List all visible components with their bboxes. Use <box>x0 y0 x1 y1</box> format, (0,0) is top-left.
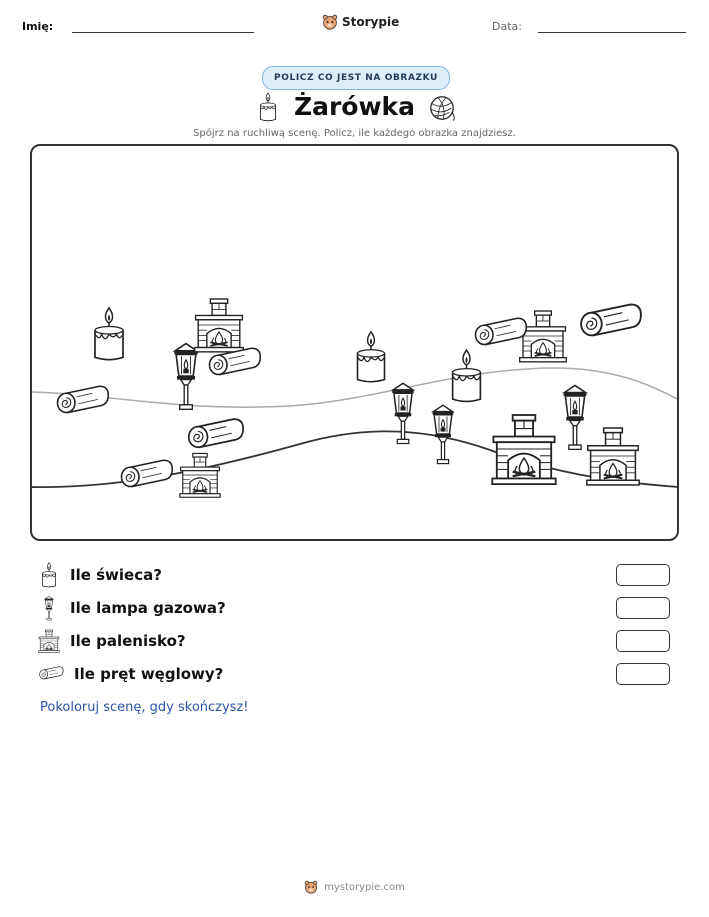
question-label: Ile palenisko? <box>70 632 186 650</box>
name-label: Imię: <box>22 20 54 33</box>
scene-candle <box>95 308 123 360</box>
scene-fireplace <box>520 311 567 362</box>
scene-gas-lamp <box>433 405 454 463</box>
mascot-icon <box>304 880 318 894</box>
scene-fireplace <box>587 428 639 485</box>
brand-logo <box>322 14 399 30</box>
scene-log <box>122 460 173 486</box>
log-icon <box>38 664 64 684</box>
yarn-ball-icon <box>428 94 456 122</box>
scene-fireplace <box>180 453 220 497</box>
scene-log <box>476 318 527 344</box>
page-title: Żarówka <box>293 92 416 121</box>
scene-gas-lamp <box>564 386 587 450</box>
gas-lamp-icon <box>38 595 60 621</box>
answer-box-candle[interactable] <box>616 564 670 586</box>
candle-icon <box>38 562 60 588</box>
date-label: Data: <box>492 20 522 33</box>
question-row-gas-lamp <box>38 595 670 621</box>
answer-box-fireplace[interactable] <box>616 630 670 652</box>
question-row-fireplace <box>38 628 670 654</box>
footer <box>0 880 709 894</box>
scene-fireplace <box>492 415 555 484</box>
answer-box-gas-lamp[interactable] <box>616 597 670 619</box>
date-field[interactable] <box>538 32 686 33</box>
question-label: Ile pręt węglowy? <box>74 665 224 683</box>
fireplace-icon <box>38 629 60 653</box>
coloring-instruction: Pokoloruj scenę, gdy skończysz! <box>40 700 249 715</box>
brand-name: Storypie <box>342 15 400 29</box>
question-row-candle <box>38 562 670 588</box>
name-field[interactable] <box>72 32 254 33</box>
question-row-log <box>38 661 670 687</box>
counting-scene <box>30 144 679 541</box>
answer-box-log[interactable] <box>616 663 670 685</box>
scene-log <box>58 386 109 412</box>
scene-candle <box>453 350 481 401</box>
scene-gas-lamp <box>174 344 197 410</box>
scene-gas-lamp <box>392 383 413 443</box>
footer-site: mystorypie.com <box>324 881 405 893</box>
question-label: Ile świeca? <box>70 566 162 584</box>
instructions-subtitle: Spójrz na ruchliwą scenę. Policz, ile każdego obrazka znajdziesz. <box>193 128 516 139</box>
question-label: Ile lampa gazowa? <box>70 599 226 617</box>
mascot-icon <box>322 14 338 30</box>
scene-fireplace <box>195 299 244 352</box>
scene-log <box>581 304 641 335</box>
category-badge: POLICZ CO JEST NA OBRAZKU <box>262 66 450 90</box>
scene-candle <box>358 332 385 382</box>
scene-log <box>189 419 243 447</box>
